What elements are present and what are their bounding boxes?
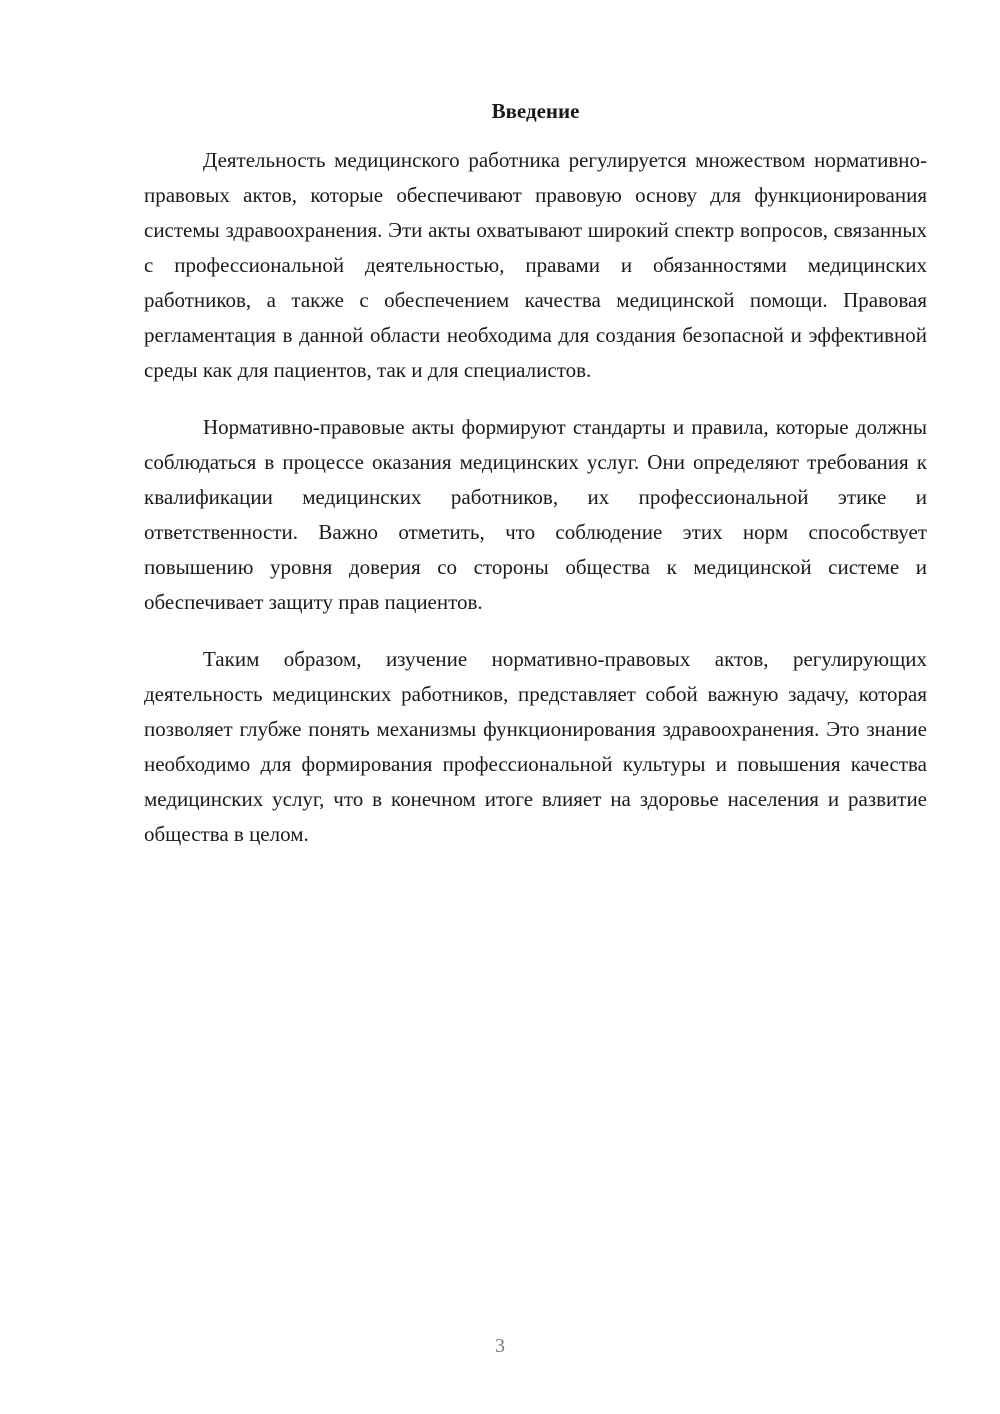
page-number: 3 [495, 1335, 505, 1357]
paragraph-2: Нормативно-правовые акты формируют стандарты и правила, которые должны соблюдаться в процессе оказания медицинских услуг. Они определяют требования к квалификации медицинских работников, их профессиональной этике и ответственности. Важно отметить, что соблюдение этих норм способствует повышению уровня доверия со стороны общества к медицинской системе и обеспечивает защиту прав пациентов. [144, 415, 927, 614]
section-title: Введение [491, 99, 580, 123]
paragraph-1: Деятельность медицинского работника регулируется множеством нормативно-правовых актов, которые обеспечивают правовую основу для функционирования системы здравоохранения. Эти акты охватывают широкий спектр вопросов, связанных с профессиональной деятельностью, правами и обязанностями медицинских работников, а также с обеспечением качества медицинской помощи. Правовая регламентация в данной области необходима для создания безопасной и эффективной среды как для пациентов, так и для специалистов. [144, 148, 927, 382]
body-text [144, 143, 927, 874]
paragraph-3: Таким образом, изучение нормативно-правовых актов, регулирующих деятельность медицинских работников, представляет собой важную задачу, которая позволяет глубже понять механизмы функционирования здравоохранения. Это знание необходимо для формирования профессиональной культуры и повышения качества медицинских услуг, что в конечном итоге влияет на здоровье населения и развитие общества в целом. [144, 647, 927, 846]
